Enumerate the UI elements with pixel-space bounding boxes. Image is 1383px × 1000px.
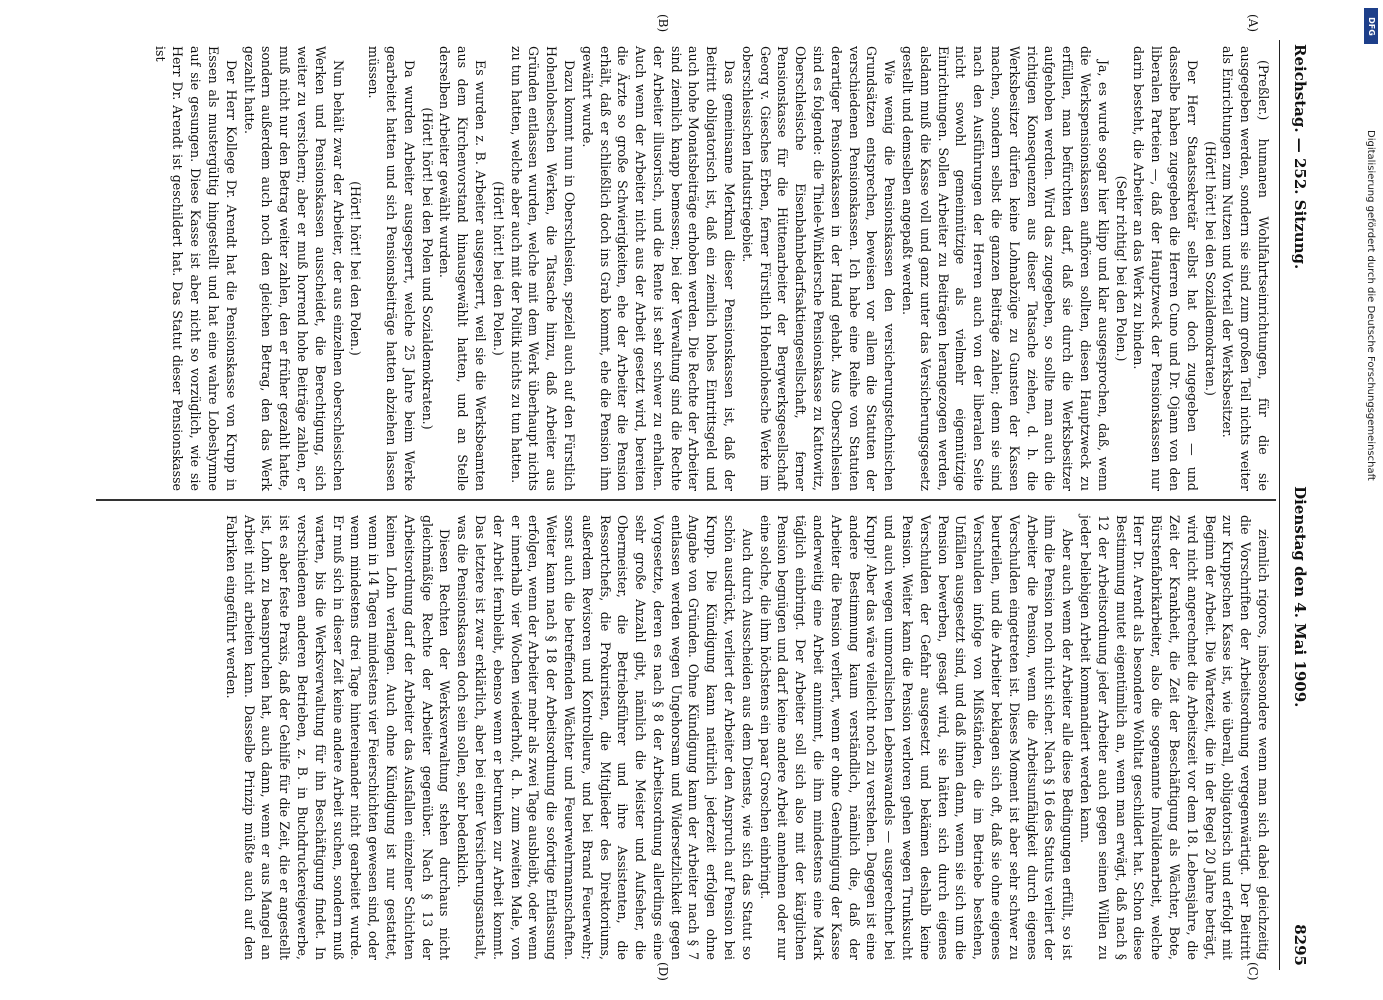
paragraph: (Hört! hört! bei den Polen.) — [490, 181, 506, 356]
header-page-number: 8295 — [1291, 924, 1309, 966]
paragraph: Auch durch Ausscheiden aus dem Dienste, wie sich das Statut so schön ausdrückt, verliert der Arbeiter den Anspruch auf Pension bei Krupp. Die Kündigung kann natürlich jederzeit erfolgen ohne Angabe von Gründen. Ohne Kündigung kann der Arbeiter nach § 7 entlassen werden wegen Ungehorsam und Widersetzlichkeit gegen Vorgesetzte, deren es nach § 8 der Arbeitsordnung allerdings eine sehr große Anzahl gibt, nämlich die Meister und Aufseher, die Obermeister, die Betriebsführer und ihre Assistenten, die Ressortchefs, die Prokuristen, die Mitglieder des Direktoriums, außerdem Revisoren und Kontrolleure, und bei Brand Feuerwehr; sonst auch die betreffenden Wächter und Feuerwehrmannschaften. Weiter kann nach § 18 der Arbeitsordnung die sofortige Entlassung erfolgen, wenn der Arbeiter mehr als zwei Tage ausbleibt, oder wenn er innerhalb vier Wochen wiederholt, d. h. zum zweiten Male, von der Arbeit fernbleibt, ebenso wenn er betrunken zur Arbeit kommt. Das letztere ist zwar erklärlich, aber bei einer Versicherungsanstalt, was die Pensionskassen doch sein sollen, sehr bedenklich. — [455, 515, 755, 960]
margin-marker-d: (D) — [656, 962, 670, 981]
right-column — [222, 515, 1272, 960]
paragraph: Da wurden Arbeiter ausgesperrt, welche 25 Jahre beim Werke gearbeitet hatten und sich Pensionsbeiträge hatten abziehen lassen müssen. — [366, 46, 417, 491]
left-column — [151, 46, 1272, 491]
paragraph: (Preßler.) humanen Wohlfahrtseinrichtungen, für die sie ausgegeben werden, sondern sie sind zum großen Teil nichts weiter als Einrichtungen zum Nutzen und Vorteil der Werksbesitzer. — [1220, 46, 1271, 491]
paragraph: (Hört! hört! bei den Sozialdemokraten.) — [1202, 141, 1218, 396]
column-divider — [96, 499, 1276, 501]
dfg-logo — [1364, 8, 1378, 44]
paragraph: (Hört! hört! bei den Polen und Sozialdemokraten.) — [419, 107, 435, 430]
rotated-page-content — [60, 14, 1320, 981]
header-date: Dienstag den 4. Mai 1909. — [1291, 486, 1309, 708]
paragraph: Aber auch wenn der Arbeiter alle diese Bedingungen erfüllt, so ist ihm die Pension noch nicht sicher. Nach § 16 des Statuts verliert der Arbeiter die Pension, wenn die Arbeitsunfähigkeit durch eigenes Verschulden eingetreten ist. Dieses Moment ist aber sehr schwer zu beurteilen, und die Arbeiter beklagen sich oft, daß sie ohne eigenes Verschulden infolge von Mißständen, die im Betriebe bestehen, Unfällen ausgesetzt sind, und daß ihnen dann, wenn sie sich um die Pension bewerben, gesagt wird, sie hätten sich durch eigenes Verschulden der Gefahr ausgesetzt und bekämen deshalb keine Pension. Weiter kann die Pension verloren gehen wegen Trunksucht und auch wegen unmoralischen Lebenswandels — ausgerechnet bei Krupp! Aber das wäre vielleicht noch zu verstehen. Dagegen ist eine andere Bestimmung kaum verständlich, nämlich die, daß der Arbeiter die Pension verliert, wenn er ohne Genehmigung der Kasse anderweitig eine Arbeit annimmt, die ihm mindestens eine Mark täglich einbringt. Der Arbeiter soll sich also mit der kärglichen Pension begnügen und darf keine andere Arbeit annehmen oder nur eine solche, die ihm höchstens ein paar Groschen einbringt. — [757, 515, 1076, 960]
paragraph: Wie wenig die Pensionskassen den versicherungstechnischen Grundsätzen entsprechen, beweisen vor allem die Statuten der verschiedenen Pensionskassen. Ich habe eine Reihe von Statuten derartiger Pensionskassen in der Hand gehabt. Aus Oberschlesien sind es folgende: die Thiele-Winklersche Pensionskasse zu Kattowitz, Oberschlesische Eisenbahnbedarfsaktiengesellschaft, ferner Pensionskasse für die Hüttenarbeiter der Bergwerksgesellschaft Georg v. Giesches Erben, ferner Fürstlich Hohenlohesche Werke im oberschlesischen Industriegebiet. — [739, 46, 898, 491]
paragraph: Diesen Rechten der Werksverwaltung stehen durchaus nicht gleichmäßige Rechte der Arbeiter gegenüber. Nach § 13 der Arbeitsordnung darf der Arbeiter das Ausfallen einzelner Schichten keinen Lohn verlangen. Auch ohne Kündigung ist nur gestattet, wenn in 14 Tagen mindestens vier Feierschichten gewesen sind, oder wenn mindestens drei Tage hintereinander nicht gearbeitet wurde. Er muß sich in dieser Zeit keine andere Arbeit suchen, sondern muß warten, bis die Werksverwaltung für ihn Beschäftigung findet. In verschiedenen anderen Betrieben, z. B. in Buchdruckereigewerbe, ist es aber feste Praxis, daß der Gehilfe für die Zeit, die er angestellt ist, Lohn zu beanspruchen hat, auch dann, wenn er aus Mangel an Arbeit nicht arbeiten kann. Dasselbe Prinzip müßte auch auf den Fabriken eingeführt werden. — [223, 515, 453, 960]
margin-marker-c: (C) — [1246, 962, 1260, 981]
paragraph: Dazu kommt nun in Oberschlesien, speziell auch auf den Fürstlich Hohenloheschen Werken, die Tatsache hinzu, daß Arbeiter aus Gründen entlassen wurden, welche mit dem Werk überhaupt nichts zu tun hatten, welche aber auch mit der Politik nichts zu tun hatten. — [508, 46, 577, 491]
paragraph: ziemlich rigoros, insbesondere wenn man sich dabei gleichzeitig die Vorschriften der Arbeitsordnung vergegenwärtigt. Der Beitritt zur Kruppschen Kasse ist, wie überall, obligatorisch und erfolgt mit Beginn der Arbeit. Die Wartezeit, die in der Regel 20 Jahre beträgt, wird nicht angerechnet die Arbeitszeit vor dem 18. Lebensjahre, die Zeit der Krankheit, die Zeit der Beschäftigung als Wächter, Bote, Bürstenfabrikarbeiter, also die sogenannte Invalidenarbeit, welche Herr Dr. Arendt als besondere Wohltat geschildert hat. Schon diese Bestimmung mutet eigentümlich an, wenn man erwägt, daß nach § 12 der Arbeitsordnung jeder Arbeiter auch gegen seinen Willen zu jeder beliebigen Arbeit kommandiert werden kann. — [1078, 515, 1271, 960]
page-header — [1279, 40, 1320, 970]
margin-marker-b: (B) — [656, 14, 670, 33]
margin-marker-a: (A) — [1246, 14, 1260, 33]
paragraph: (Hört! hört! bei den Polen.) — [348, 181, 364, 356]
paragraph: Nun behält zwar der Arbeiter, der aus einzelnen oberschlesischen Werken und Pensionskassen ausscheidet, die Berechtigung, sich weiter zu versichern; aber er muß horrend hohe Beiträge zahlen, er muß nicht nur den Betrag weiter zahlen, den er früher gezahlt hatte, sondern außerdem auch noch den gleichen Betrag, den das Werk gezahlt hatte. — [241, 46, 346, 491]
dfg-logo-text: DFG — [1366, 16, 1376, 36]
paragraph: Es wurden z. B. Arbeiter ausgesperrt, weil sie die Werksbeamten aus dem Kirchenvorstand hinausgewählt hatten, und an Stelle derselben Arbeiter gewählt wurden. — [437, 46, 488, 491]
paragraph: Das gemeinsame Merkmal dieser Pensionskassen ist, daß der Beitritt obligatorisch ist, daß ein ziemlich hohes Eintrittsgeld und auch hohe Monatsbeiträge erhoben werden. Die Rechte der Arbeiter sind ziemlich knapp bemessen; bei der Verwaltung sind die Rechte der Arbeiter illusorisch, und die Rente ist sehr schwer zu erhalten. Auch wenn der Arbeiter nicht aus der Arbeit gesetzt wird, bereiten die Ärzte so große Schwierigkeiten, ehe der Arbeiter die Pension erhält, daß er schließlich doch ins Grab kommt, ehe die Pension ihm gewährt wurde. — [579, 46, 738, 491]
paragraph: Der Herr Kollege Dr. Arendt hat die Pensionskasse von Krupp in Essen als mustergültig hingestellt und hat eine wahre Lobeshymne auf sie gesungen. Diese Kasse ist aber nicht so vorzüglich, wie sie Herr Dr. Arendt ist geschildert hat. Das Statut dieser Pensionskasse ist — [152, 46, 239, 491]
digitization-credit: Digitalisierung gefördert durch die Deutsche Forschungsgemeinschaft — [1365, 130, 1376, 481]
paragraph: (Sehr richtig! bei den Polen.) — [1113, 175, 1129, 362]
paragraph: Der Herr Staatssekretär selbst hat doch zugegeben — und dasselbe haben zugegeben die Herren Cuno und Dr. Ojann von den liberalen Parteien —, daß der Hauptzweck der Pensionskassen nur darin besteht, die Arbeiter an das Werk zu binden. — [1131, 46, 1200, 491]
paragraph: Ja, es wurde sogar hier klipp und klar ausgesprochen, daß, wenn die Werkspensionskassen aufhören sollten, diesen Hauptzweck zu erfüllen, man befürchten darf, daß sie durch die Werksbesitzer aufgehoben werden. Wird das zugegeben, so sollte man auch die richtigen Konsequenzen aus dieser Tatsache ziehen, d. h. die Werksbesitzer dürfen keine Lohnabzüge zu Gunsten der Kassen machen, sondern selbst die ganzen Beiträge zahlen; denn sie sind nach den Ausführungen der Herren auch von der liberalen Seite nicht sowohl gemeinnützige als vielmehr eigennützige Einrichtungen. Sollen Arbeiter zu Beiträgen herangezogen werden, alsdann muß die Kasse voll und ganz unter das Versicherungsgesetz gestellt und demselben angepaßt werden. — [900, 46, 1111, 491]
header-session: Reichstag. — 252. Sitzung. — [1291, 44, 1309, 270]
